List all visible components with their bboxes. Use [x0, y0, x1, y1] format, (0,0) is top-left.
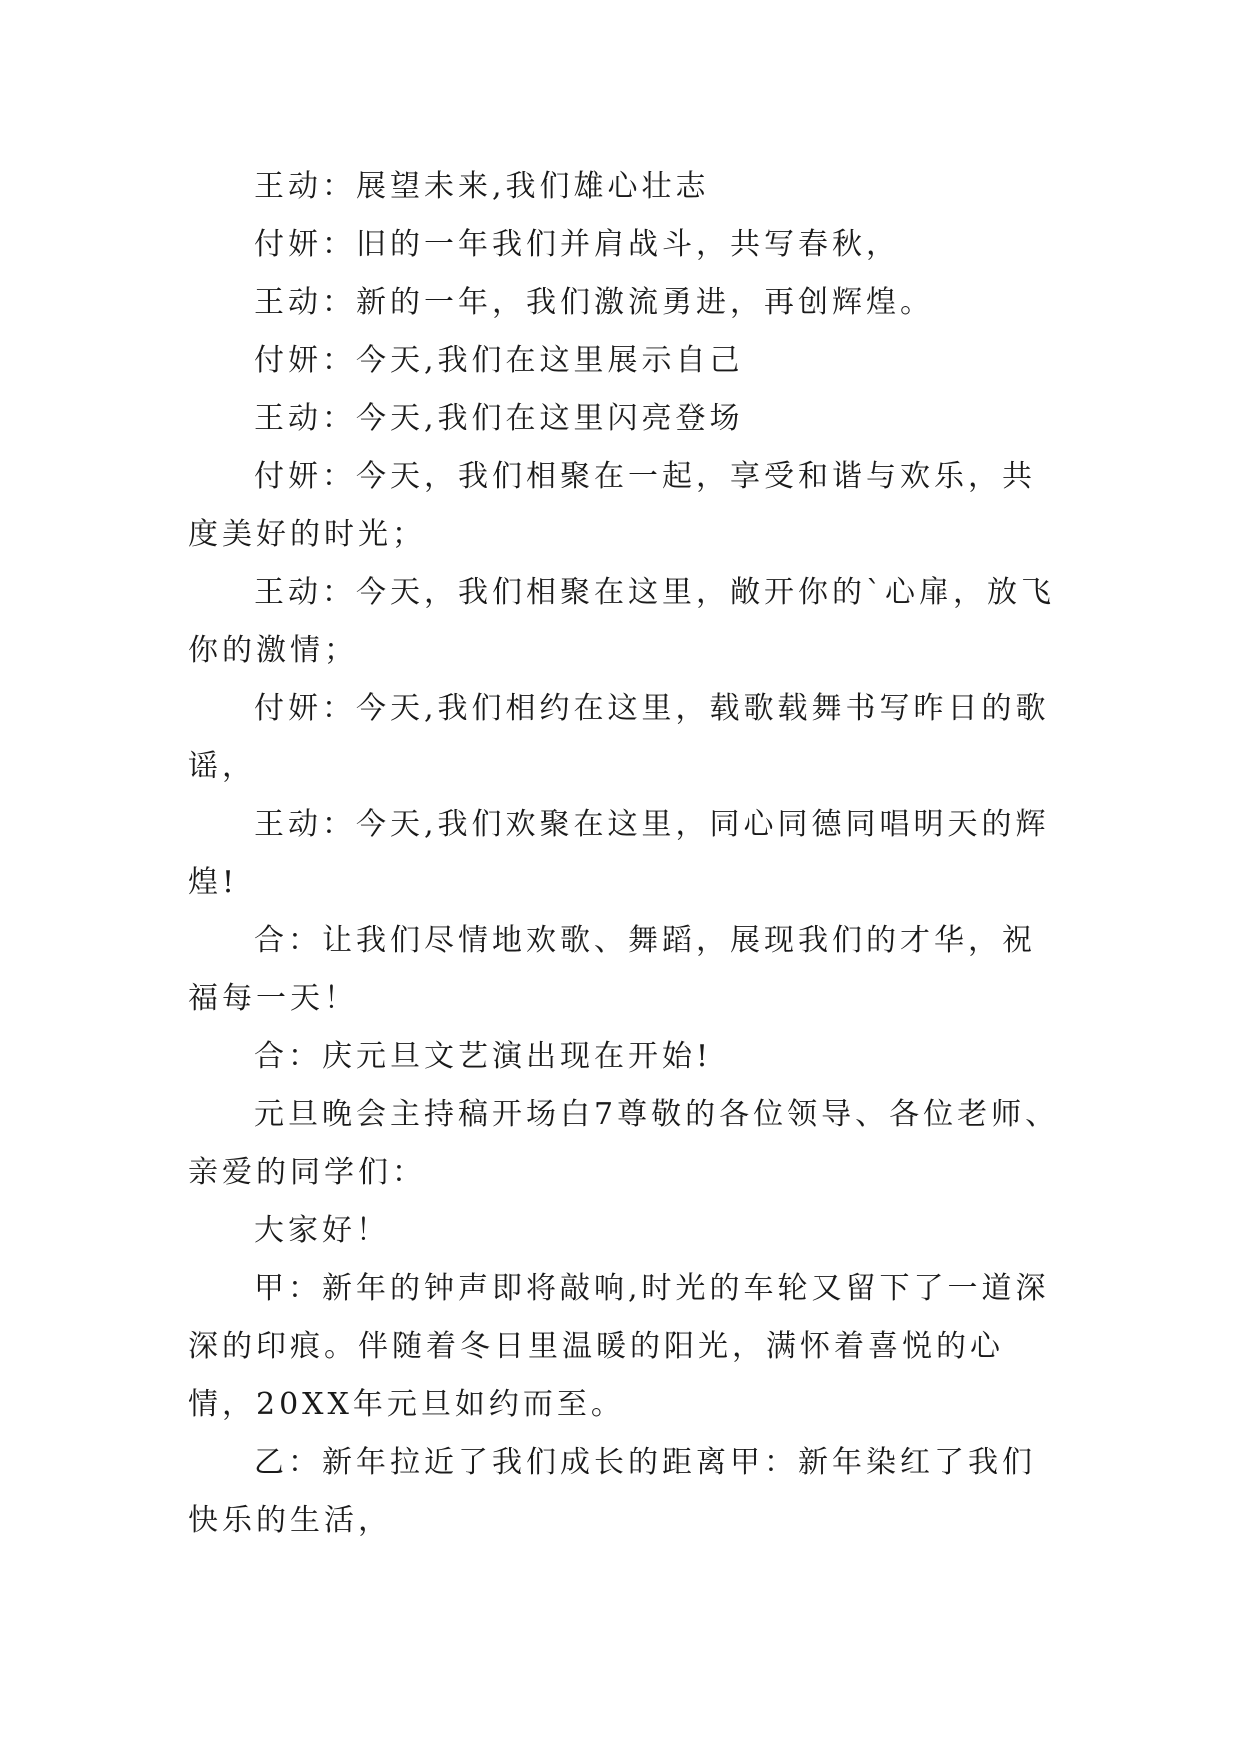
- dialogue-paragraph: 付妍：今天，我们相聚在一起，享受和谐与欢乐，共度美好的时光；: [188, 459, 1036, 552]
- dialogue-paragraph: 乙：新年拉近了我们成长的距离甲：新年染红了我们快乐的生活，: [188, 1445, 1036, 1538]
- document-page: [188, 158, 1060, 1550]
- dialogue-paragraph: 付妍：今天,我们相约在这里，载歌载舞书写昨日的歌谣，: [188, 691, 1050, 784]
- dialogue-paragraph: 甲：新年的钟声即将敲响,时光的车轮又留下了一道深深的印痕。伴随着冬日里温暖的阳光，满怀着喜悦的心情，20XX年元旦如约而至。: [188, 1271, 1050, 1422]
- dialogue-paragraph: 合：让我们尽情地欢歌、舞蹈，展现我们的才华，祝福每一天！: [188, 923, 1036, 1016]
- dialogue-paragraph: 王动：今天，我们相聚在这里，敞开你的`心扉，放飞你的激情；: [188, 575, 1055, 668]
- section-heading-paragraph: 元旦晚会主持稿开场白7尊敬的各位领导、各位老师、亲爱的同学们：: [188, 1097, 1060, 1190]
- dialogue-paragraph: 付妍：今天,我们在这里展示自己: [254, 343, 744, 378]
- dialogue-paragraph: 王动：今天,我们欢聚在这里，同心同德同唱明天的辉煌!: [188, 807, 1050, 900]
- dialogue-paragraph: 王动：展望未来,我们雄心壮志: [254, 169, 710, 204]
- greeting-paragraph: 大家好！: [254, 1213, 390, 1248]
- dialogue-paragraph: 付妍：旧的一年我们并肩战斗，共写春秋，: [254, 227, 900, 262]
- dialogue-paragraph: 合：庆元旦文艺演出现在开始!: [254, 1039, 713, 1074]
- dialogue-paragraph: 王动：今天,我们在这里闪亮登场: [254, 401, 744, 436]
- dialogue-paragraph: 王动：新的一年，我们激流勇进，再创辉煌。: [254, 285, 934, 320]
